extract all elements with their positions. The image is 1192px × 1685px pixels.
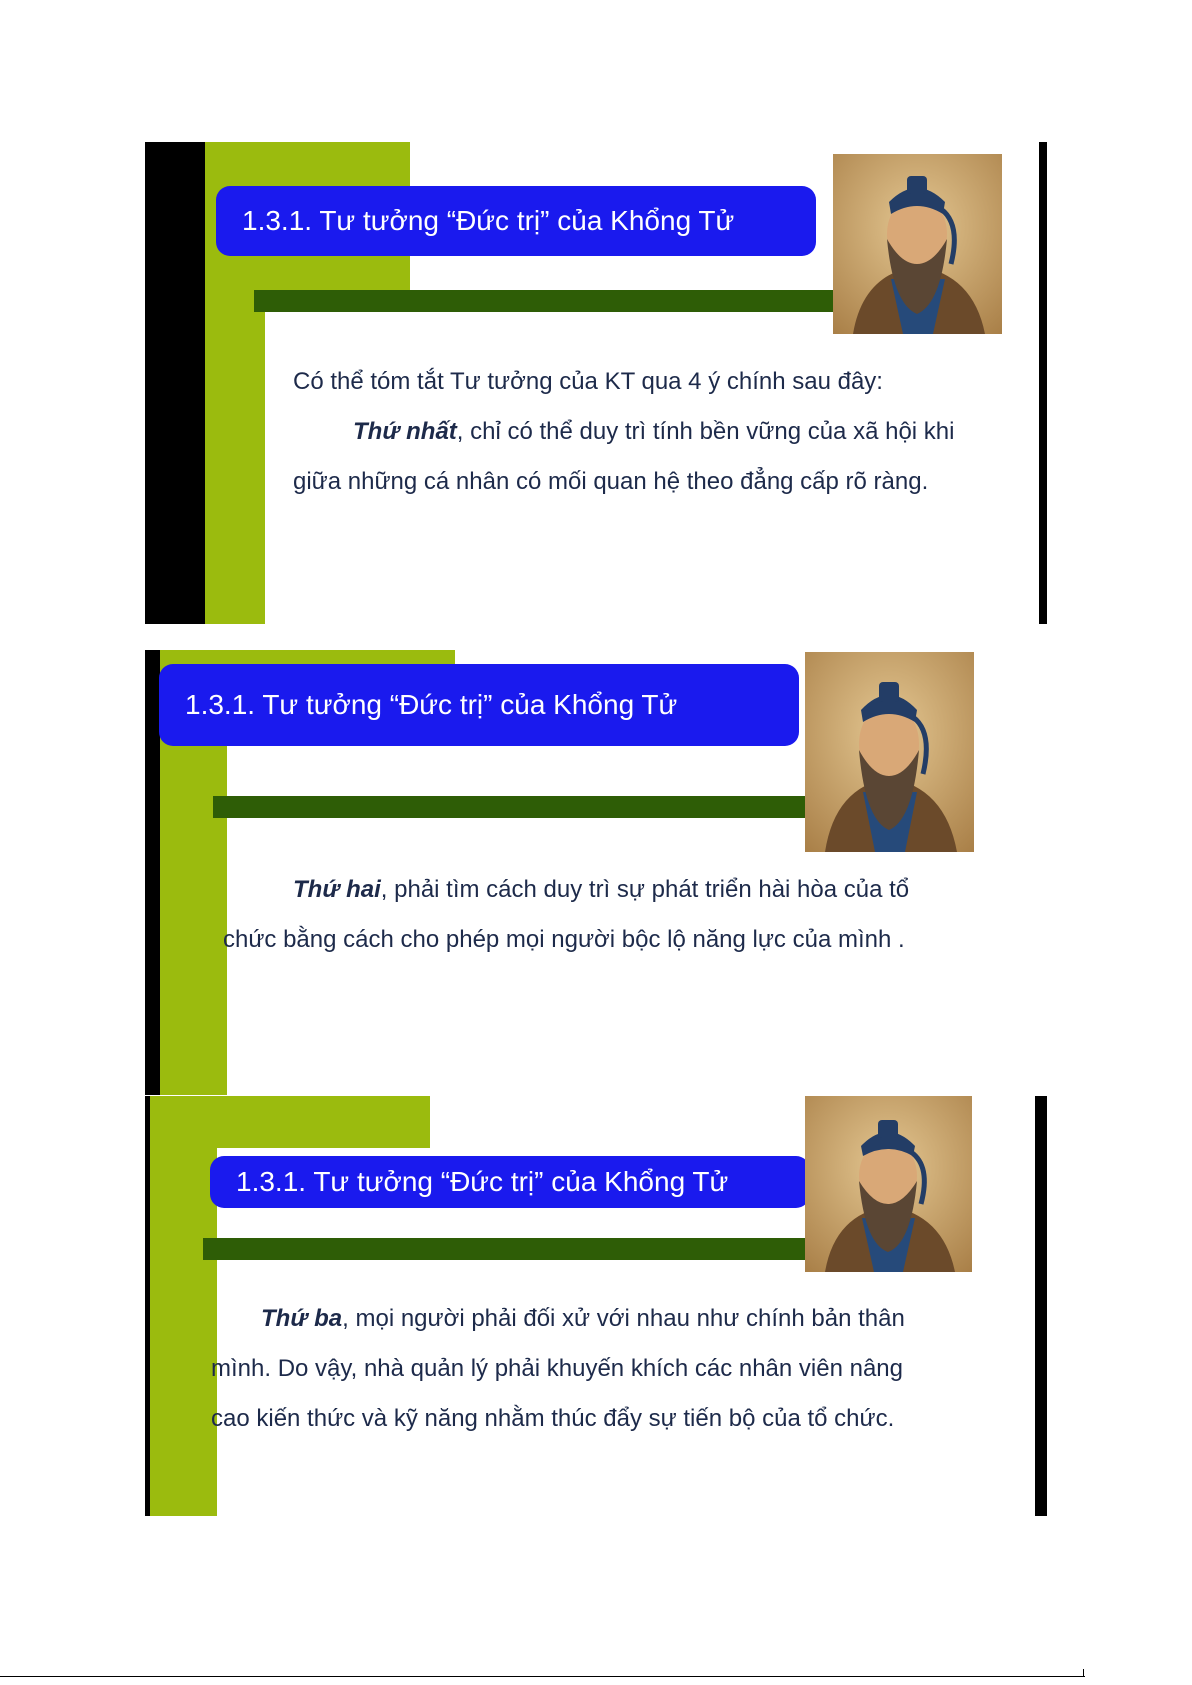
confucius-portrait-icon <box>805 1096 972 1272</box>
black-sidebar <box>145 142 205 624</box>
point-continuation-2: cao kiến thức và kỹ năng nhằm thúc đẩy sự tiến bộ của tổ chức. <box>211 1405 895 1432</box>
page-footer-rule <box>0 1676 1085 1677</box>
slide-2 <box>145 650 1047 1095</box>
page-corner-mark <box>1083 1669 1084 1677</box>
point-line <box>223 865 1047 915</box>
slide-body <box>223 865 1047 965</box>
slide-1 <box>145 142 1047 624</box>
point-emphasis: Thứ ba <box>261 1305 343 1332</box>
point-text: , phải tìm cách duy trì sự phát triển hài hòa của tổ <box>380 876 910 903</box>
confucius-portrait-icon <box>833 154 1002 334</box>
point-continuation: chức bằng cách cho phép mọi người bộc lộ năng lực của mình . <box>223 926 905 953</box>
point-line <box>293 407 1033 457</box>
intro-line: Có thể tóm tắt Tư tưởng của KT qua 4 ý chính sau đây: <box>293 368 883 395</box>
slide-body <box>211 1294 1047 1444</box>
slide-title: 1.3.1. Tư tưởng “Đức trị” của Khổng Tử <box>216 186 816 256</box>
point-text: , mọi người phải đối xử với nhau như chính bản thân <box>342 1305 905 1332</box>
slide-3 <box>145 1096 1047 1516</box>
green-sidebar-lower <box>150 1148 217 1516</box>
point-text: , chỉ có thể duy trì tính bền vững của xã hội khi <box>456 418 955 445</box>
point-line <box>211 1294 1047 1344</box>
right-edge-bar <box>1039 142 1047 624</box>
slide-body <box>293 357 1033 507</box>
green-sidebar <box>150 1096 430 1148</box>
green-sidebar-lower <box>160 710 227 1095</box>
point-emphasis: Thứ hai <box>293 876 381 903</box>
point-continuation: mình. Do vậy, nhà quản lý phải khuyến khích các nhân viên nâng <box>211 1355 904 1382</box>
slide-title: 1.3.1. Tư tưởng “Đức trị” của Khổng Tử <box>159 664 799 746</box>
confucius-portrait-icon <box>805 652 974 852</box>
point-emphasis: Thứ nhất <box>353 418 457 445</box>
dark-green-rule <box>203 1238 813 1260</box>
slide-title: 1.3.1. Tư tưởng “Đức trị” của Khổng Tử <box>210 1156 810 1208</box>
point-continuation: giữa những cá nhân có mối quan hệ theo đẳng cấp rõ ràng. <box>293 468 929 495</box>
green-sidebar-lower <box>205 292 265 624</box>
black-sidebar <box>145 650 160 1095</box>
dark-green-rule <box>254 290 834 312</box>
dark-green-rule <box>213 796 813 818</box>
